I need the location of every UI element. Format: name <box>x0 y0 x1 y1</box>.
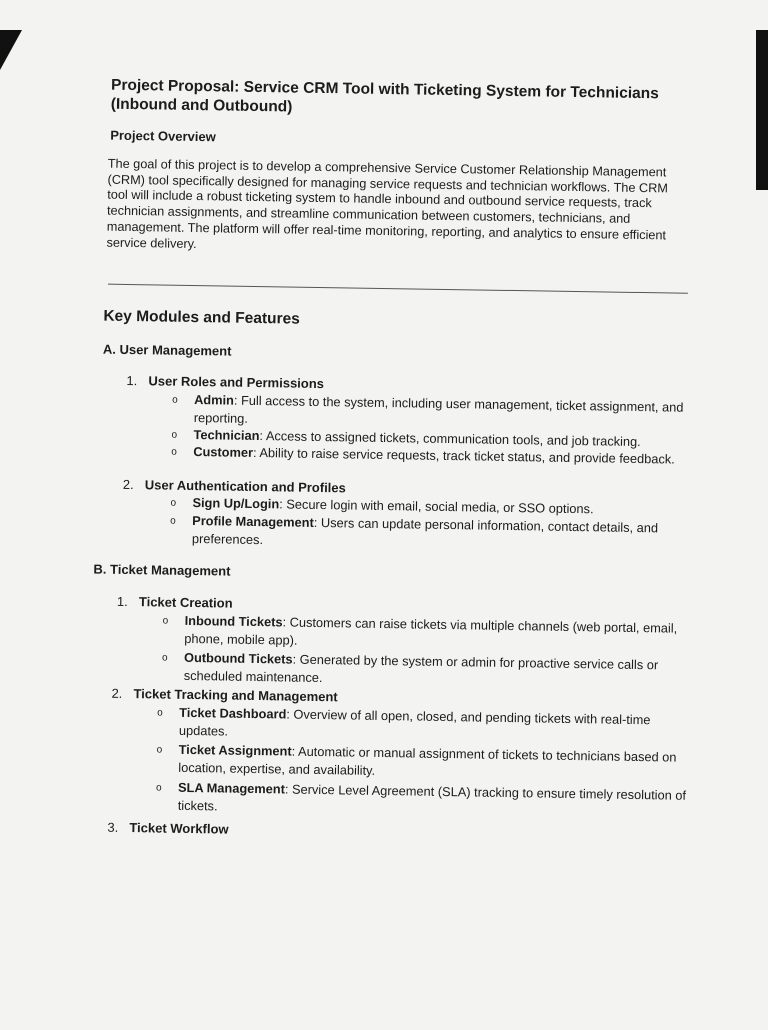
bullet-label: Ticket Assignment <box>178 741 292 759</box>
bullet-icon: o <box>170 497 177 509</box>
item-number: 1. <box>126 372 138 389</box>
bullet-label: Profile Management <box>192 513 314 530</box>
item-title: Ticket Workflow <box>129 820 229 837</box>
bullet-text: : Generated by the system or admin for proactive service calls or scheduled maintenance. <box>183 651 659 685</box>
bullet-icon: o <box>170 515 176 527</box>
section-heading-ticket-management: B. Ticket Management <box>93 561 231 579</box>
item-title: User Authentication and Profiles <box>144 477 346 496</box>
bullet-text: : Access to assigned tickets, communication tools, and job tracking. <box>259 428 641 450</box>
item-title: User Roles and Permissions <box>148 373 325 392</box>
bullet-text: : Users can update personal information, contact details, and preferences. <box>191 514 659 547</box>
bullet-text: : Overview of all open, closed, and pending tickets with real-time updates. <box>178 706 651 739</box>
bullet-icon: o <box>156 744 163 756</box>
item-number: 2. <box>122 476 134 493</box>
bullet-item <box>162 612 704 656</box>
bullet-icon: o <box>162 615 169 627</box>
bullet-icon: o <box>157 707 163 719</box>
bullet-text: : Ability to raise service requests, track ticket status, and provide feedback. <box>252 444 675 467</box>
bullet-text: : Full access to the system, including user management, ticket assignment, and reporting. <box>193 392 684 426</box>
bullet-label: Customer <box>193 444 254 460</box>
bullet-text: : Customers can raise tickets via multiple channels (web portal, email, phone, mobile app). <box>184 614 678 648</box>
bullet-item <box>156 778 688 821</box>
bullet-text: : Automatic or manual assignment of tickets to technicians based on location, expertise, and availability. <box>178 743 677 778</box>
numbered-item <box>126 373 324 391</box>
bullet-icon: o <box>172 394 178 406</box>
bullet-label: Outbound Tickets <box>183 649 293 667</box>
section-heading-user-management: A. User Management <box>102 341 232 359</box>
bullet-label: Ticket Dashboard <box>179 704 287 722</box>
bullet-icon: o <box>155 782 162 794</box>
overview-heading: Project Overview <box>110 127 216 145</box>
bullet-item <box>156 740 688 783</box>
bullet-label: Admin <box>194 392 235 408</box>
bullet-label: Technician <box>193 427 260 444</box>
overview-paragraph: The goal of this project is to develop a comprehensive Service Customer Relationship Management (CRM) tool specifically designed for managing service requests and technician workflows. The CRM tool will include a robust ticketing system to handle inbound and outbound service requests, track technician assignments, and streamline communication between customers, technicians, and management. The platform will offer real-time monitoring, reporting, and analytics to ensure efficient service delivery. <box>106 156 668 251</box>
bullet-label: SLA Management <box>177 779 286 797</box>
numbered-item <box>123 477 346 496</box>
numbered-item <box>111 686 337 705</box>
document-title: Project Proposal: Service CRM Tool with Ticketing System for Technicians (Inbound and Outbound) <box>110 76 659 116</box>
bullet-item <box>162 649 704 693</box>
item-title: Ticket Tracking and Management <box>133 686 338 705</box>
bullet-label: Inbound Tickets <box>184 612 283 630</box>
numbered-item <box>107 820 228 837</box>
item-title: Ticket Creation <box>138 594 233 611</box>
bullet-text: : Secure login with email, social media, or SSO options. <box>279 496 594 517</box>
bullet-item <box>157 703 679 746</box>
item-number: 2. <box>111 685 123 701</box>
bullet-icon: o <box>161 652 168 664</box>
numbered-item <box>117 594 233 611</box>
key-modules-heading: Key Modules and Features <box>103 307 300 328</box>
bullet-icon: o <box>171 446 177 458</box>
bullet-text: : Service Level Agreement (SLA) tracking to ensure timely resolution of tickets. <box>177 781 687 813</box>
bullet-label: Sign Up/Login <box>192 495 280 512</box>
bullet-item <box>170 512 692 555</box>
bullet-icon: o <box>171 429 178 441</box>
item-number: 3. <box>107 819 119 835</box>
section-divider <box>108 284 688 294</box>
item-number: 1. <box>116 593 128 609</box>
